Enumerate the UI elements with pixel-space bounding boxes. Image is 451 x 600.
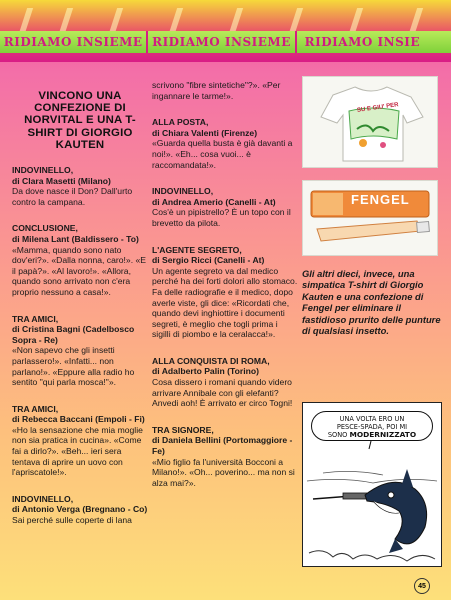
column-right — [302, 78, 442, 336]
joke-author: di Andrea Amerio (Canelli - At) — [152, 196, 276, 207]
joke-title: CONCLUSIONE, — [12, 223, 78, 234]
joke-item — [12, 223, 148, 297]
tshirt-photo — [302, 76, 438, 168]
swordfish-cartoon — [302, 402, 442, 567]
joke-text: Da dove nasce il Don? Dall'urto contro la campana. — [12, 186, 133, 207]
section-label: RIDIAMO INSIEME — [148, 31, 296, 53]
swordfish-icon — [303, 403, 441, 566]
joke-text: «Mio figlio fa l'università Bocconi a Milano!». «Oh... poverino... ma non si alza mai?». — [152, 456, 295, 488]
joke-item — [152, 425, 298, 489]
joke-title: TRA AMICI, — [12, 313, 59, 324]
joke-item — [12, 404, 148, 478]
joke-author: di Antonio Verga (Bregnano - Co) — [12, 504, 148, 515]
joke-author: di Sergio Ricci (Canelli - At) — [152, 255, 265, 266]
joke-text: «Guarda quella busta è già davanti a noi!». «Eh... cosa vuoi... è raccomandata!». — [152, 138, 293, 170]
page-number: 45 — [414, 578, 430, 594]
joke-text: Un agente segreto va dal medico perché ha dei forti dolori allo stomaco. Fa delle radiografie e il medico, dopo averle viste, gli dice: «Ricordati che, quando devi inghiottire i documenti segreti, è meglio che togli prima i sigilli di piombo e la ceralacca!». — [152, 265, 298, 340]
bubble-line: SONO MODERNIZZATO — [327, 430, 417, 439]
joke-title: INDOVINELLO, — [12, 493, 74, 504]
joke-title: INDOVINELLO, — [152, 186, 214, 197]
product-name: FENGEL — [351, 192, 410, 207]
joke-author: di Milena Lant (Baldissero - To) — [12, 233, 139, 244]
joke-item — [152, 186, 298, 228]
joke-text: «Ho la sensazione che mia moglie non sia pratica in cucina». «Come fai a dirlo?». «Beh... ieri sera tentava di aprire un uovo con l'apriscatole!». — [12, 424, 143, 478]
column-middle — [152, 80, 298, 504]
tshirt-icon — [303, 77, 438, 168]
bubble-line: UNA VOLTA ERO UN — [339, 415, 405, 423]
joke-author: di Daniela Bellini (Portomaggiore - Fe) — [152, 435, 293, 457]
joke-author: di Adalberto Palin (Torino) — [152, 366, 259, 377]
section-label: RIDIAMO INSIEME — [0, 31, 148, 53]
section-strip — [0, 31, 451, 53]
joke-item — [152, 245, 298, 340]
joke-text: Cosa dissero i romani quando videro arrivare Annibale con gli elefanti? Anvedi aoh! È arrivato er circo Togni! — [152, 377, 293, 409]
fengel-photo — [302, 180, 438, 256]
joke-title: ALLA POSTA, — [152, 117, 209, 128]
header-banner — [0, 0, 451, 62]
joke-item — [12, 165, 148, 207]
joke-author: di Rebecca Baccani (Empoli - Fi) — [12, 414, 145, 425]
tshirt-print-text: SU E GIU' PER — [356, 102, 399, 114]
joke-title: L'AGENTE SEGRETO, — [152, 244, 242, 255]
joke-item — [12, 314, 148, 388]
joke-text: Cos'è un pipistrello? È un topo con il brevetto da pilota. — [152, 207, 291, 228]
prize-caption: Gli altri dieci, invece, una simpatica T-shirt di Giorgio Kauten e una confezione di Fengel per eliminare il fastidioso prurito delle punture di qualsiasi insetto. — [302, 268, 441, 337]
joke-item — [152, 356, 298, 409]
joke-item — [12, 494, 148, 526]
column-left — [12, 78, 148, 542]
joke-author: di Cristina Bagni (Cadelbosco Sopra - Re) — [12, 324, 135, 345]
bubble-emphasis: MODERNIZZATO — [349, 430, 417, 439]
joke-text: «Mamma, quando sono nato dov'eri?». «Dalla nonna, caro!». «E il papà?». «Al lavoro!». «Allora, quando sono arrivato non c'era proprio nessuno a casa!». — [12, 244, 146, 297]
joke-title: TRA SIGNORE, — [152, 424, 214, 435]
winners-headline: VINCONO UNA CONFEZIONE DI NORVITAL E UNA T-SHIRT DI GIORGIO KAUTEN — [24, 90, 136, 151]
joke-title: ALLA CONQUISTA DI ROMA, — [152, 355, 270, 366]
joke-title: INDOVINELLO, — [12, 165, 74, 176]
joke-author: di Chiara Valenti (Firenze) — [152, 127, 258, 138]
joke-text: «Non sapevo che gli insetti parlassero!». «Infatti... non parlano!». «Eppure alla radio ho sentito "qui parla mosca!"». — [12, 345, 135, 388]
joke-item — [152, 117, 298, 170]
joke-item — [152, 80, 298, 101]
bubble-line: PESCE-SPADA, POI MI — [336, 423, 408, 431]
joke-text: scrivono "fibre sintetiche"?». «Per ingannare le tarme!». — [152, 80, 281, 101]
joke-text: Sai perché sulle coperte di lana — [12, 515, 132, 526]
section-label: RIDIAMO INSIE — [297, 31, 451, 53]
joke-author: di Clara Masetti (Milano) — [12, 175, 111, 186]
joke-title: TRA AMICI, — [12, 403, 59, 414]
